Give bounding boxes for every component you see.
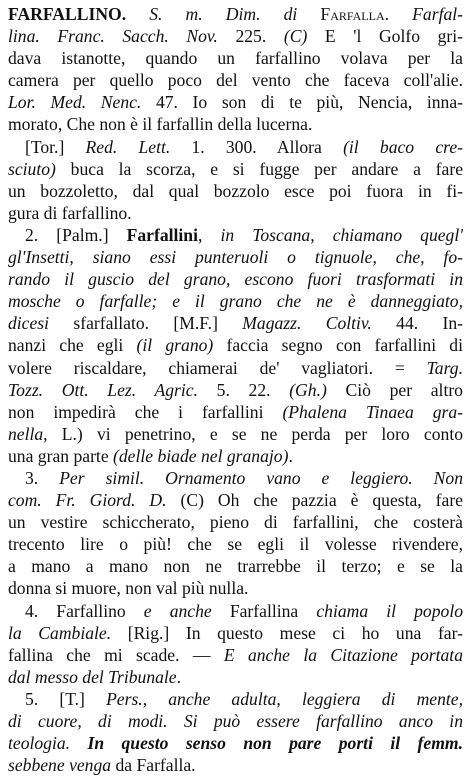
text-run: buca la scorza, e si fugge per andare a fare: [55, 158, 463, 179]
entry-line: [8, 666, 463, 688]
text-run: .: [176, 666, 182, 687]
text-run: donna si muore, non val più nulla.: [8, 578, 249, 599]
text-run: gura di farfallino.: [8, 202, 132, 223]
entry-line: [8, 113, 463, 135]
text-run: Per simil. Ornamento vano e leggiero. Non: [59, 467, 464, 488]
entry-line: [8, 290, 463, 312]
text-run: dicesi: [8, 313, 50, 334]
entry-line: [8, 180, 463, 202]
text-run: camera per quello poco del vento che faceva coll'alie.: [8, 70, 463, 91]
entry-line: [8, 555, 463, 577]
text-run: (C): [283, 26, 308, 47]
entry-line: [8, 334, 463, 356]
text-run: [Tor.]: [25, 136, 86, 157]
entry-line: [8, 445, 463, 467]
text-run: 5. 22.: [197, 379, 290, 400]
entry-line: [8, 622, 463, 644]
entry-line: [8, 489, 463, 511]
entry-line: [8, 401, 463, 423]
text-run: volere riscaldare, chiamerai de' vagliatori. =: [8, 357, 427, 378]
text-run: com. Fr. Giord. D.: [8, 490, 167, 511]
text-run: (il baco cre-: [343, 136, 463, 157]
text-run: di cuore, di modi. Si può essere farfallino anco in: [8, 711, 463, 731]
text-run: dava istanotte, quando un farfallino volava per la: [8, 48, 463, 69]
text-run: faccia segno con farfallini di: [213, 335, 463, 356]
text-run: dal messo del Tribunale: [8, 666, 177, 687]
text-run: (Phalena Tinaea gra-: [282, 401, 463, 422]
entry-line: [8, 533, 463, 555]
entry-line: [8, 511, 463, 533]
text-run: sciuto): [8, 158, 56, 179]
entry-line: [8, 577, 463, 599]
entry-line: [8, 268, 463, 290]
entry-line: [8, 246, 463, 268]
text-run: 3.: [25, 467, 60, 488]
text-run: Tozz. Ott. Lez. Agric.: [8, 379, 198, 400]
entry-line: [8, 423, 463, 445]
text-run: non impedirà che i farfallini: [8, 401, 283, 422]
text-run: 225.: [217, 26, 284, 47]
entry-line: [8, 136, 463, 158]
entry-line: [8, 357, 463, 379]
text-run: in Toscana, chiamano quegl': [220, 224, 463, 245]
entry-line: [8, 69, 463, 91]
text-run: 44. In-: [371, 313, 463, 334]
text-run: un bozzoletto, dal qual bozzolo esce poi fuora in fi-: [8, 180, 463, 201]
text-run: chiama il popolo: [316, 600, 464, 621]
text-run: (il grano): [136, 335, 214, 356]
text-run: 4. Farfallino: [25, 600, 144, 621]
text-run: Farfallina: [211, 600, 317, 621]
text-run: mosche o farfalle; e il grano che ne è danneggiato,: [8, 291, 463, 312]
text-run: un vestire schiccherato, pieno di farfallini, che costerà: [8, 512, 463, 533]
entry-line: [8, 754, 463, 776]
entry-line: [8, 91, 463, 113]
text-run: (Gh.): [289, 379, 327, 400]
entry-line: [8, 644, 463, 666]
text-run: sebbene venga: [8, 755, 112, 776]
entry-line: [8, 379, 463, 401]
text-run: (C) Oh che pazzia è questa, fare: [166, 490, 463, 511]
entry-line: [8, 47, 463, 69]
text-run: sfarfallato. [M.F.]: [49, 313, 243, 334]
text-run: lina. Franc. Sacch. Nov.: [8, 26, 218, 47]
text-run: [297, 4, 320, 24]
text-run: trecento lire o più! che se egli il volesse rivendere,: [8, 534, 463, 555]
text-run: morato, Che non è il farfallin della lucerna.: [8, 114, 313, 135]
text-run: Targ.: [426, 357, 463, 378]
text-run: FARFALLINO.: [8, 4, 127, 24]
text-run: .: [384, 4, 413, 24]
entry-line: [8, 600, 463, 622]
entry-line: [8, 312, 463, 334]
text-run: (delle biade nel granajo): [113, 445, 289, 466]
text-run: Red. Lett.: [85, 136, 171, 157]
text-run: Lor. Med. Nenc.: [8, 92, 142, 113]
text-run: Ciò per altro: [326, 379, 463, 400]
text-run: [70, 733, 87, 753]
text-run: .: [288, 445, 293, 466]
entry-line: [8, 202, 463, 224]
text-run: teologia.: [8, 733, 71, 754]
text-run: 5. [T.]: [25, 688, 107, 709]
text-run: a mano a mano non ne trarrebbe il terzo; e se la: [8, 556, 463, 577]
entry-line: [8, 710, 463, 732]
entry-line: [8, 224, 463, 246]
text-run: gl'Insetti, siano essi punteruoli o tignuole, che, fo-: [8, 247, 463, 268]
text-run: rando il guscio del grano, escono fuori trasformati in: [8, 269, 463, 290]
text-run: una gran parte: [8, 445, 114, 466]
text-run: [Rig.] In questo mese ci ho una far-: [111, 622, 463, 643]
entry-line: [8, 158, 463, 180]
text-run: e anche: [143, 600, 212, 621]
entry-line: [8, 467, 463, 489]
entry-line: [8, 688, 463, 710]
text-run: E anche la Citazione portata: [223, 644, 463, 665]
text-run: fallina che mi scade. —: [8, 644, 224, 665]
text-run: L.) vi penetrino, e se ne perda per loro conto: [47, 423, 463, 444]
text-run: Magazz. Coltiv.: [242, 313, 372, 334]
text-run: 47. Io son di te più, Nencia, inna-: [141, 92, 463, 113]
text-run: Farfallini: [126, 224, 198, 245]
text-run: [126, 4, 149, 24]
text-run: la Cambiale.: [8, 622, 112, 643]
text-run: Farfal-: [412, 4, 463, 24]
text-run: S. m. Dim. di: [149, 4, 298, 24]
entry-line: [8, 25, 463, 47]
text-run: ,: [197, 224, 221, 245]
text-run: da Farfalla.: [111, 755, 196, 776]
text-run: nella,: [8, 423, 48, 444]
text-run: 1. 300. Allora: [170, 136, 344, 157]
text-run: 2. [Palm.]: [25, 224, 127, 245]
text-run: In questo senso non pare porti il femm.: [87, 733, 463, 754]
text-run: Pers., anche adulta, leggiera di mente,: [106, 688, 463, 709]
text-run: nanzi che egli: [8, 335, 137, 356]
text-run: E 'l Golfo gri-: [307, 26, 464, 47]
text-run: Farfalla: [320, 4, 385, 24]
entry-line: [8, 3, 463, 25]
